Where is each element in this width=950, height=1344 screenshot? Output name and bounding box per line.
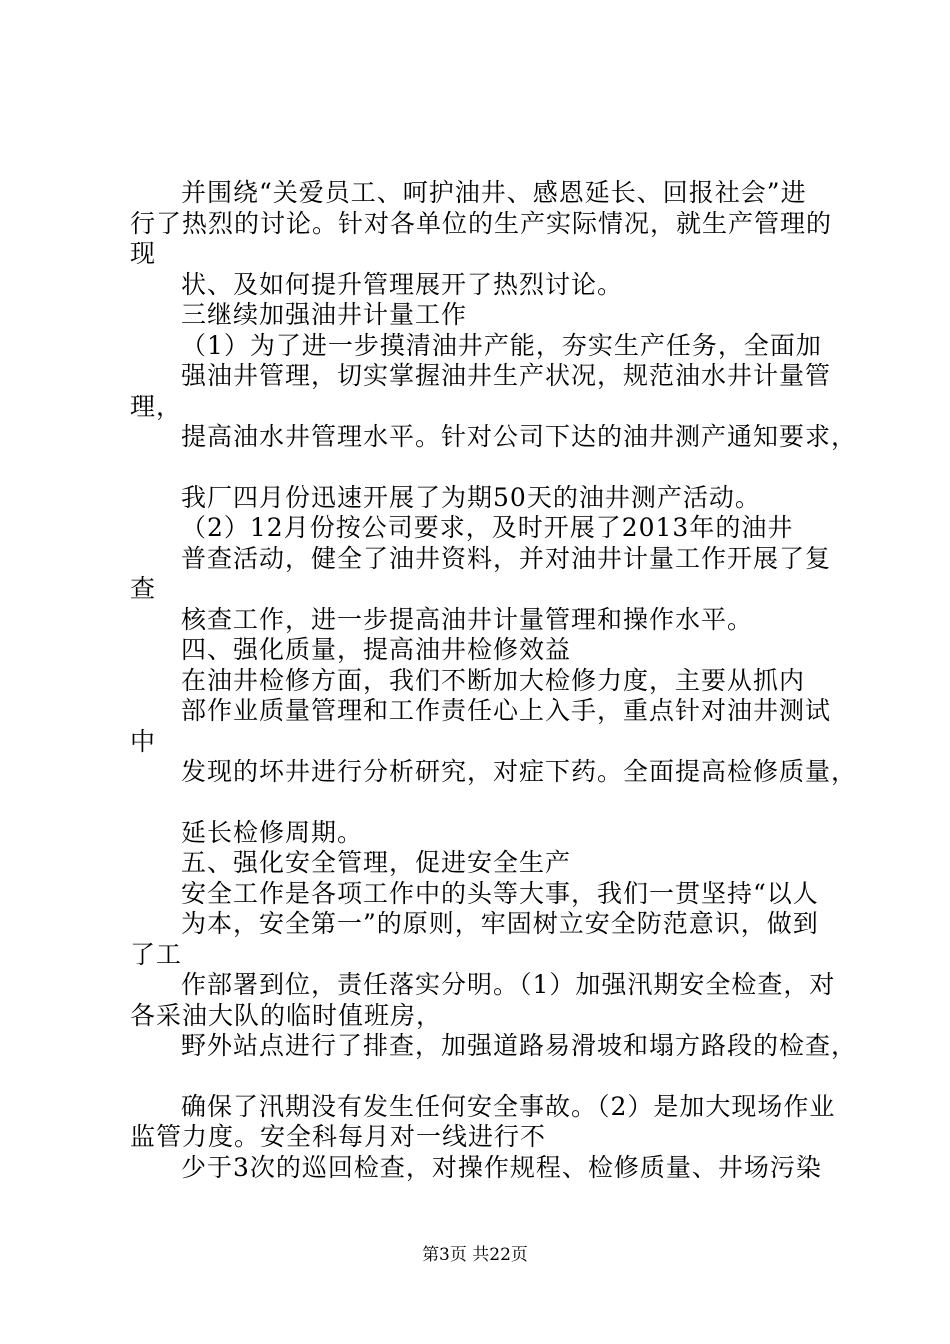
text-line: 并围绕“关爱员工、呵护油井、感恩延长、回报社会”进 (181, 178, 807, 207)
section-heading: 四、强化质量，提高油井检修效益 (181, 635, 572, 664)
text-line: 部作业质量管理和工作责任心上入手，重点针对油井测试 (181, 696, 832, 725)
text-line: 核查工作，进一步提高油井计量管理和操作水平。 (181, 605, 754, 634)
text-line: 行了热烈的讨论。针对各单位的生产实际情况，就生产管理的 (130, 209, 833, 238)
text-line: 强油井管理，切实掌握油井生产状况，规范油水井计量管 (181, 361, 832, 390)
text-line: 在油井检修方面，我们不断加大检修力度，主要从抓内 (181, 666, 806, 695)
text-line: 确保了汛期没有发生任何安全事故。（2）是加大现场作业 (181, 1092, 836, 1121)
text-line: 各采油大队的临时值班房， (130, 1001, 443, 1030)
text-line: 为本，安全第一”的原则，牢固树立安全防范意识，做到 (181, 909, 819, 938)
text-line: 了工 (130, 940, 183, 969)
text-line: 发现的坏井进行分析研究，对症下药。全面提高检修质量， (181, 757, 858, 786)
text-line: 少于3次的巡回检查，对操作规程、检修质量、井场污染 (181, 1153, 822, 1182)
page-footer: 第3页 共22页 (422, 1245, 528, 1265)
section-heading: 三继续加强油井计量工作 (181, 300, 468, 329)
text-line: 作部署到位，责任落实分明。（1）加强汛期安全检查，对 (181, 970, 836, 999)
text-line: 普查活动，健全了油井资料，并对油井计量工作开展了复 (181, 544, 832, 573)
text-line: 延长检修周期。 (181, 818, 364, 847)
text-line: 中 (130, 727, 157, 756)
text-line: 我厂四月份迅速开展了为期50天的油井测产活动。 (181, 483, 761, 512)
text-line: 现 (130, 239, 157, 268)
text-line: 理， (130, 392, 183, 421)
text-line: （2）12月份按公司要求，及时开展了2013年的油井 (181, 513, 794, 542)
text-line: 安全工作是各项工作中的头等大事，我们一贯坚持“以人 (181, 879, 819, 908)
text-line: （1）为了进一步摸清油井产能，夯实生产任务，全面加 (181, 331, 822, 360)
text-line: 提高油水井管理水平。针对公司下达的油井测产通知要求， (181, 422, 858, 451)
text-line: 状、及如何提升管理展开了热烈讨论。 (181, 270, 624, 299)
text-line: 查 (130, 574, 157, 603)
text-line: 野外站点进行了排查，加强道路易滑坡和塌方路段的检查， (181, 1031, 858, 1060)
text-line: 监管力度。安全科每月对一线进行不 (130, 1122, 547, 1151)
section-heading: 五、强化安全管理，促进安全生产 (181, 848, 572, 877)
